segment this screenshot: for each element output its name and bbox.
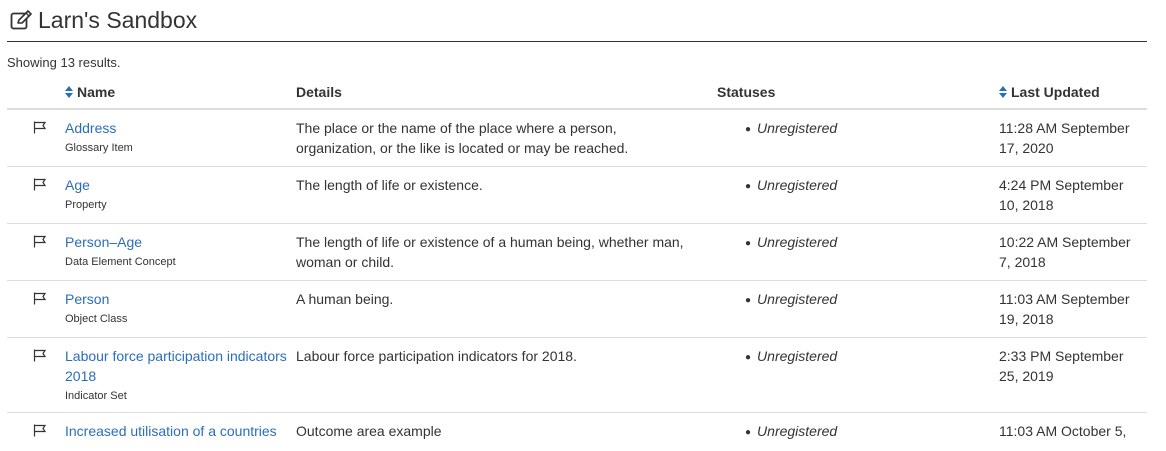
item-type: Object Class: [65, 311, 296, 327]
item-type: Glossary Item: [65, 140, 296, 156]
last-updated-column-header[interactable]: [999, 76, 1147, 109]
item-name-link[interactable]: Age: [65, 175, 296, 195]
flag-cell: [7, 281, 65, 338]
status-text: Unregistered: [757, 234, 837, 250]
item-type: Indicator Set: [65, 388, 296, 404]
table-row: [7, 109, 1147, 167]
item-details: Outcome area example: [296, 413, 717, 451]
table-row: [7, 224, 1147, 281]
bullet-icon: ●: [745, 352, 751, 363]
status-cell: [717, 109, 999, 167]
page-header: [10, 4, 197, 36]
sort-icon: [65, 86, 73, 98]
flag-cell: [7, 109, 65, 167]
flag-cell: [7, 338, 65, 413]
last-updated-cell: 11:28 AM September 17, 2020: [999, 109, 1147, 167]
last-updated-cell: 11:03 AM September 19, 2018: [999, 281, 1147, 338]
status-cell: [717, 224, 999, 281]
bullet-icon: ●: [745, 295, 751, 306]
bullet-icon: ●: [745, 427, 751, 438]
status-cell: [717, 167, 999, 224]
item-name-link[interactable]: Labour force participation indicators 2018: [65, 346, 296, 386]
item-type: Data Element Concept: [65, 254, 296, 270]
status-text: Unregistered: [757, 423, 837, 439]
status-text: Unregistered: [757, 291, 837, 307]
item-details: A human being.: [296, 281, 717, 338]
last-updated-cell: 10:22 AM September 7, 2018: [999, 224, 1147, 281]
flag-icon[interactable]: [33, 349, 47, 362]
name-cell: [65, 413, 296, 451]
last-updated-cell: 4:24 PM September 10, 2018: [999, 167, 1147, 224]
item-details: The length of life or existence.: [296, 167, 717, 224]
flag-cell: [7, 413, 65, 451]
item-name-link[interactable]: Person: [65, 289, 296, 309]
flag-cell: [7, 224, 65, 281]
flag-icon[interactable]: [33, 121, 47, 134]
name-cell: [65, 281, 296, 338]
last-updated-cell: 11:03 AM October 5,: [999, 413, 1147, 451]
status-text: Unregistered: [757, 348, 837, 364]
bullet-icon: ●: [745, 124, 751, 135]
flag-icon[interactable]: [33, 292, 47, 305]
last-updated-cell: 2:33 PM September 25, 2019: [999, 338, 1147, 413]
status-cell: [717, 413, 999, 451]
last-updated-column-label: Last Updated: [1011, 84, 1100, 100]
item-type: Property: [65, 197, 296, 213]
flag-column-header: [7, 76, 65, 109]
table-header-row: [7, 76, 1147, 109]
sort-icon: [999, 86, 1007, 98]
name-cell: [65, 224, 296, 281]
item-details: Labour force participation indicators for 2018.: [296, 338, 717, 413]
bullet-icon: ●: [745, 181, 751, 192]
results-table: [7, 76, 1147, 451]
table-row: [7, 338, 1147, 413]
details-column-header: Details: [296, 76, 717, 109]
table-row: [7, 281, 1147, 338]
item-details: The place or the name of the place where a person, organization, or the like is located or may be reached.: [296, 109, 717, 167]
name-cell: [65, 338, 296, 413]
name-column-header[interactable]: [65, 76, 296, 109]
item-name-link[interactable]: Increased utilisation of a countries: [65, 421, 296, 441]
item-details: The length of life or existence of a human being, whether man, woman or child.: [296, 224, 717, 281]
flag-icon[interactable]: [33, 178, 47, 191]
item-name-link[interactable]: Address: [65, 118, 296, 138]
page-title: Larn's Sandbox: [38, 4, 197, 36]
table-row: [7, 413, 1147, 451]
status-cell: [717, 281, 999, 338]
status-text: Unregistered: [757, 120, 837, 136]
name-column-label: Name: [77, 84, 115, 100]
flag-icon[interactable]: [33, 424, 47, 437]
bullet-icon: ●: [745, 238, 751, 249]
name-cell: [65, 109, 296, 167]
flag-cell: [7, 167, 65, 224]
table-row: [7, 167, 1147, 224]
edit-icon: [10, 10, 32, 30]
item-name-link[interactable]: Person–Age: [65, 232, 296, 252]
name-cell: [65, 167, 296, 224]
status-cell: [717, 338, 999, 413]
title-divider: [7, 41, 1147, 42]
flag-icon[interactable]: [33, 235, 47, 248]
status-text: Unregistered: [757, 177, 837, 193]
results-count: Showing 13 results.: [7, 55, 120, 70]
statuses-column-header: Statuses: [717, 76, 999, 109]
